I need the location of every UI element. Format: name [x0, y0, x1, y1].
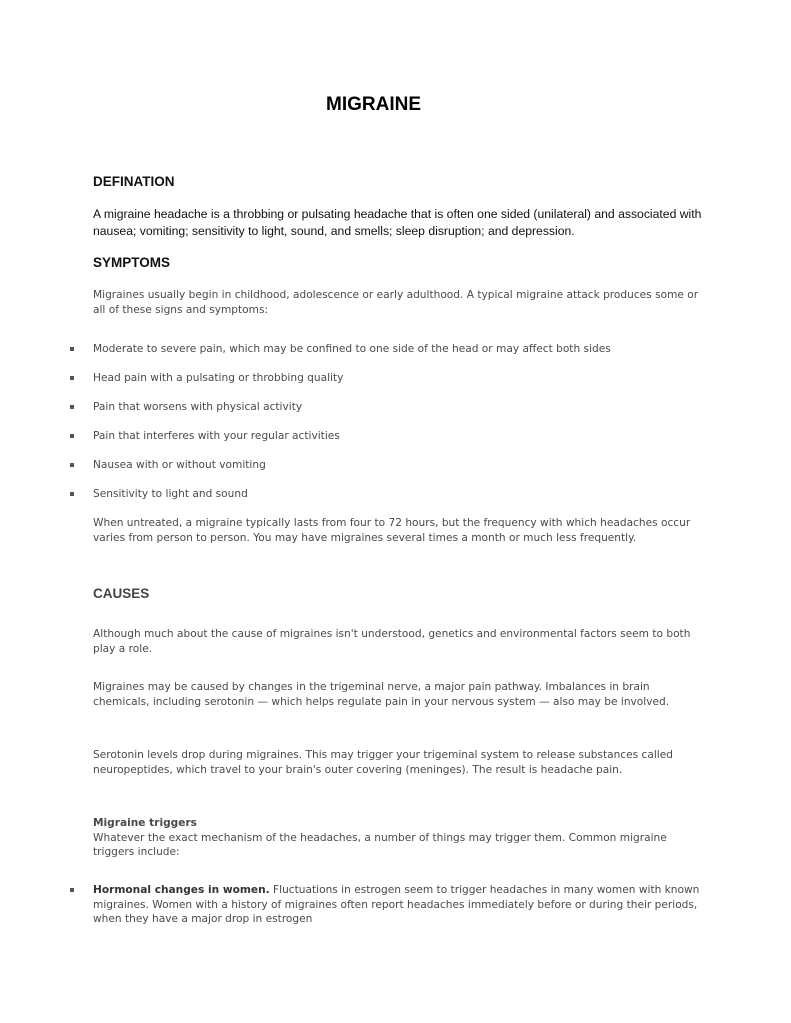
symptom-text: Nausea with or without vomiting: [93, 459, 266, 471]
causes-paragraph: Although much about the cause of migraines isn't understood, genetics and environmental factors seem to both play a role.: [93, 628, 691, 655]
symptom-text: Moderate to severe pain, which may be confined to one side of the head or may affect both sides: [93, 343, 611, 355]
bullet-icon: [70, 492, 74, 496]
bullet-icon: [70, 463, 74, 467]
bullet-icon: [70, 376, 74, 380]
causes-paragraph: Serotonin levels drop during migraines. This may trigger your trigeminal system to release substances called neuropeptides, which travel to your brain's outer covering (meninges). The result is headache pain.: [93, 749, 673, 776]
page-title: MIGRAINE: [326, 94, 421, 115]
triggers-intro: Whatever the exact mechanism of the headaches, a number of things may trigger them. Common migraine triggers include:: [93, 831, 667, 859]
triggers-section: [93, 816, 703, 860]
trigger-text: [93, 883, 703, 927]
definition-text: A migraine headache is a throbbing or pulsating headache that is often one sided (unilateral) and associated with nausea; vomiting; sensitivity to light, sound, and smells; sleep disruption; and depression.: [93, 207, 702, 238]
causes-paragraph: Migraines may be caused by changes in the trigeminal nerve, a major pain pathway. Imbalances in brain chemicals, including serotonin — which helps regulate pain in your nervous system — also may be involved.: [93, 681, 670, 708]
symptom-text: Head pain with a pulsating or throbbing quality: [93, 372, 344, 384]
causes-heading: CAUSES: [93, 586, 150, 601]
symptoms-heading: SYMPTOMS: [93, 255, 171, 270]
definition-heading: DEFINATION: [93, 174, 175, 189]
symptom-text: Sensitivity to light and sound: [93, 488, 248, 500]
symptoms-outro: When untreated, a migraine typically lasts from four to 72 hours, but the frequency with which headaches occur varies from person to person. You may have migraines several times a month or much less frequently.: [93, 517, 691, 544]
bullet-icon: [70, 888, 74, 892]
symptoms-intro: Migraines usually begin in childhood, adolescence or early adulthood. A typical migraine attack produces some or all of these signs and symptoms:: [93, 289, 699, 316]
symptom-text: Pain that worsens with physical activity: [93, 401, 303, 413]
bullet-icon: [70, 434, 74, 438]
trigger-body: Fluctuations in estrogen seem to trigger headaches in many women with known migraines. Women with a history of migraines often report headaches immediately before or during their periods, when they have a major drop in estrogen: [93, 884, 700, 926]
triggers-title: Migraine triggers: [93, 817, 197, 829]
bullet-icon: [70, 405, 74, 409]
trigger-lead: Hormonal changes in women.: [93, 884, 270, 896]
symptom-text: Pain that interferes with your regular activities: [93, 430, 340, 442]
bullet-icon: [70, 347, 74, 351]
